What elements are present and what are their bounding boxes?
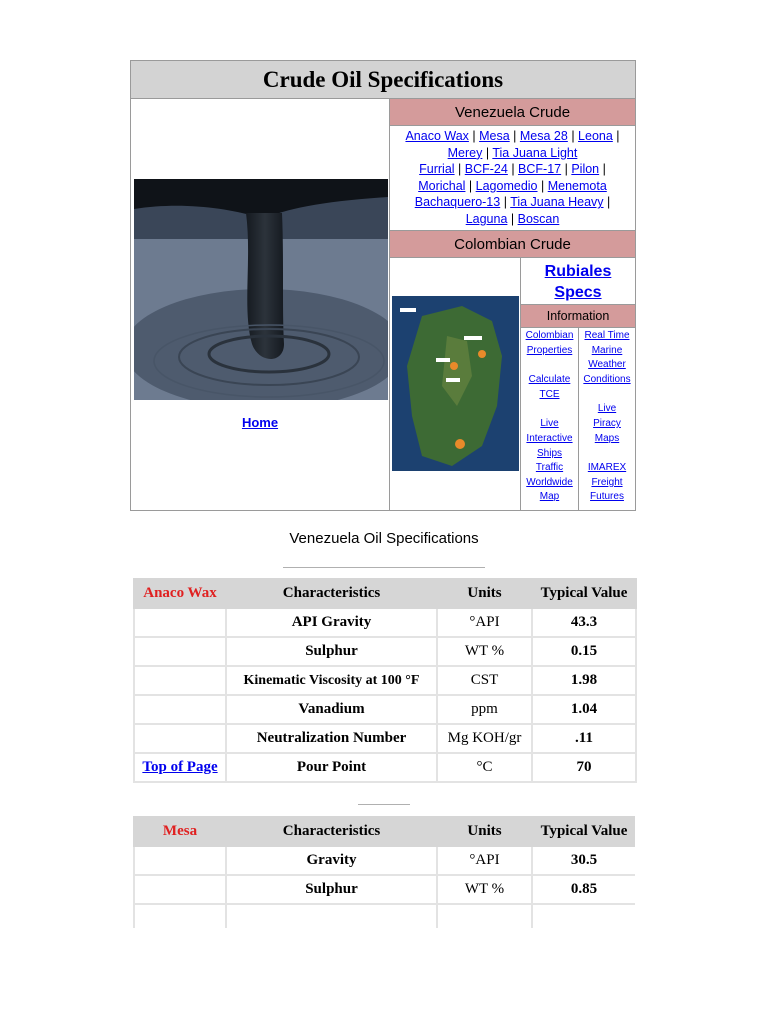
venezuela-crude-links: Anaco Wax | Mesa | Mesa 28 | Leona | Merey | Tia Juana Light Furrial | BCF-24 | BCF-17 | Pilon | Morichal | Lagomedio | Menemota Bachaquero-13 | Tia Juana Heavy | Laguna | Boscan	[405, 129, 620, 226]
value-cell: 70	[532, 753, 636, 782]
link-text: Conditions	[583, 373, 631, 385]
link-text: Traffic	[535, 462, 564, 474]
link-anaco-wax[interactable]: Anaco Wax	[405, 129, 469, 143]
link-text: TCE	[539, 388, 560, 400]
link-text: Live	[540, 418, 559, 430]
section-title: Venezuela Oil Specifications	[289, 530, 479, 547]
spec-table-mesa	[133, 816, 635, 928]
characteristic-cell: Vanadium	[226, 695, 437, 724]
page-title: Crude Oil Specifications	[131, 61, 635, 99]
link-leona[interactable]: Leona	[578, 129, 613, 143]
crude-index-cell	[390, 99, 635, 510]
table-row	[134, 724, 636, 753]
characteristic-cell: Sulphur	[226, 875, 437, 904]
link-text: Interactive	[526, 432, 573, 444]
divider	[358, 804, 410, 805]
link-laguna[interactable]: Laguna	[465, 211, 508, 226]
crude-name: Anaco Wax	[134, 579, 226, 608]
link-text: Ships	[536, 447, 562, 459]
link-boscan[interactable]: Boscan	[517, 211, 560, 226]
link-text: Worldwide	[526, 476, 573, 488]
value-cell: 30.5	[532, 846, 635, 875]
home-link[interactable]: Home	[241, 415, 279, 430]
photo-cell	[131, 99, 390, 510]
units-cell: ppm	[437, 695, 532, 724]
value-cell: 0.85	[532, 875, 635, 904]
link-text: Map	[539, 491, 560, 503]
link-text: Colombian	[525, 330, 574, 341]
characteristic-cell: API Gravity	[226, 608, 437, 637]
venezuela-crude-heading: Venezuela Crude	[390, 99, 635, 126]
link-mesa-28[interactable]: Mesa 28	[519, 129, 568, 143]
units-cell: °C	[437, 753, 532, 782]
units-cell: WT %	[437, 637, 532, 666]
table-row	[134, 753, 636, 782]
information-column-left	[521, 328, 579, 510]
units-cell: Mg KOH/gr	[437, 724, 532, 753]
link-text: Marine	[591, 344, 623, 356]
empty-cell	[134, 666, 226, 695]
link-text: Live	[597, 403, 617, 415]
value-cell	[532, 904, 635, 928]
table-row	[134, 666, 636, 695]
value-cell: 1.04	[532, 695, 636, 724]
link-text: Real Time	[584, 330, 630, 341]
value-cell: .11	[532, 724, 636, 753]
link-menemota[interactable]: Menemota	[547, 178, 607, 193]
table-row	[134, 608, 636, 637]
characteristic-cell	[226, 904, 437, 928]
column-header: Units	[437, 817, 532, 846]
oil-drip-image	[134, 179, 388, 400]
empty-cell	[134, 846, 226, 875]
table-row	[134, 695, 636, 724]
information-column-right	[579, 328, 635, 510]
column-header: Typical Value	[532, 579, 636, 608]
spec-table-mesa-viewport	[133, 816, 635, 928]
rubiales-specs	[521, 258, 635, 304]
characteristic-cell: Neutralization Number	[226, 724, 437, 753]
table-row	[134, 904, 635, 928]
units-cell: °API	[437, 846, 532, 875]
table-row	[134, 875, 635, 904]
specs-label: Specs	[554, 284, 602, 301]
units-cell: °API	[437, 608, 532, 637]
colombian-crude-heading: Colombian Crude	[390, 230, 635, 258]
table-header-row	[134, 579, 636, 608]
link-tia-juana-light[interactable]: Tia Juana Light	[492, 145, 578, 160]
crude-name: Mesa	[134, 817, 226, 846]
marine-weather-link[interactable]	[583, 330, 630, 385]
table-row	[134, 637, 636, 666]
link-pilon[interactable]: Pilon	[571, 162, 600, 177]
link-text: Calculate	[528, 374, 571, 386]
link-bcf-17[interactable]: BCF-17	[518, 162, 562, 177]
top-of-page-cell	[134, 753, 226, 782]
value-cell: 1.98	[532, 666, 636, 695]
units-cell	[437, 904, 532, 928]
link-merey[interactable]: Merey	[447, 145, 483, 160]
live-piracy-maps-link[interactable]	[593, 403, 621, 443]
link-text: Piracy	[593, 417, 621, 429]
empty-cell	[134, 637, 226, 666]
imarex-freight-futures-link[interactable]	[588, 462, 626, 502]
link-text: Properties	[526, 344, 573, 356]
colombia-side-cell	[521, 258, 635, 510]
oil-photo	[134, 179, 388, 400]
characteristic-cell: Pour Point	[226, 753, 437, 782]
characteristic-cell: Gravity	[226, 846, 437, 875]
link-mesa[interactable]: Mesa	[479, 129, 510, 143]
map-cell	[390, 258, 521, 510]
link-lagomedio[interactable]: Lagomedio	[475, 178, 538, 193]
empty-cell	[134, 724, 226, 753]
table-header-row	[134, 817, 635, 846]
live-ships-traffic-link[interactable]	[526, 418, 573, 502]
column-header: Units	[437, 579, 532, 608]
column-header: Characteristics	[226, 817, 437, 846]
value-cell: 0.15	[532, 637, 636, 666]
colombian-properties-link[interactable]	[526, 330, 574, 356]
empty-cell	[134, 875, 226, 904]
column-header: Characteristics	[226, 579, 437, 608]
table-row	[134, 846, 635, 875]
column-header: Typical Value	[532, 817, 635, 846]
empty-cell	[134, 608, 226, 637]
link-tia-juana-heavy[interactable]: Tia Juana Heavy	[510, 195, 604, 210]
link-text: Weather	[588, 359, 626, 371]
link-text: Freight	[591, 476, 623, 488]
link-furrial[interactable]: Furrial	[419, 162, 455, 177]
spec-table-anaco-wax	[133, 578, 637, 783]
characteristic-cell: Kinematic Viscosity at 100 °F	[226, 666, 437, 695]
link-morichal[interactable]: Morichal	[418, 178, 466, 193]
units-cell: CST	[437, 666, 532, 695]
empty-cell	[134, 695, 226, 724]
crude-oil-frame	[130, 60, 636, 511]
divider	[283, 567, 485, 568]
information-heading: Information	[521, 304, 635, 328]
link-bcf-24[interactable]: BCF-24	[464, 162, 508, 177]
rubiales-specs-link[interactable]	[545, 263, 612, 301]
top-of-page-link[interactable]: Top of Page	[142, 759, 218, 775]
link-text: Maps	[594, 432, 620, 444]
rubiales-label: Rubiales	[544, 263, 612, 280]
link-bachaquero-13[interactable]: Bachaquero-13	[414, 195, 501, 210]
units-cell: WT %	[437, 875, 532, 904]
colombia-map-graphic	[392, 296, 519, 471]
link-text: IMAREX	[587, 462, 627, 474]
empty-cell	[134, 904, 226, 928]
colombia-map-image	[392, 296, 519, 471]
link-text: Futures	[590, 491, 624, 503]
calculate-tce-link[interactable]	[529, 374, 571, 400]
characteristic-cell: Sulphur	[226, 637, 437, 666]
value-cell: 43.3	[532, 608, 636, 637]
